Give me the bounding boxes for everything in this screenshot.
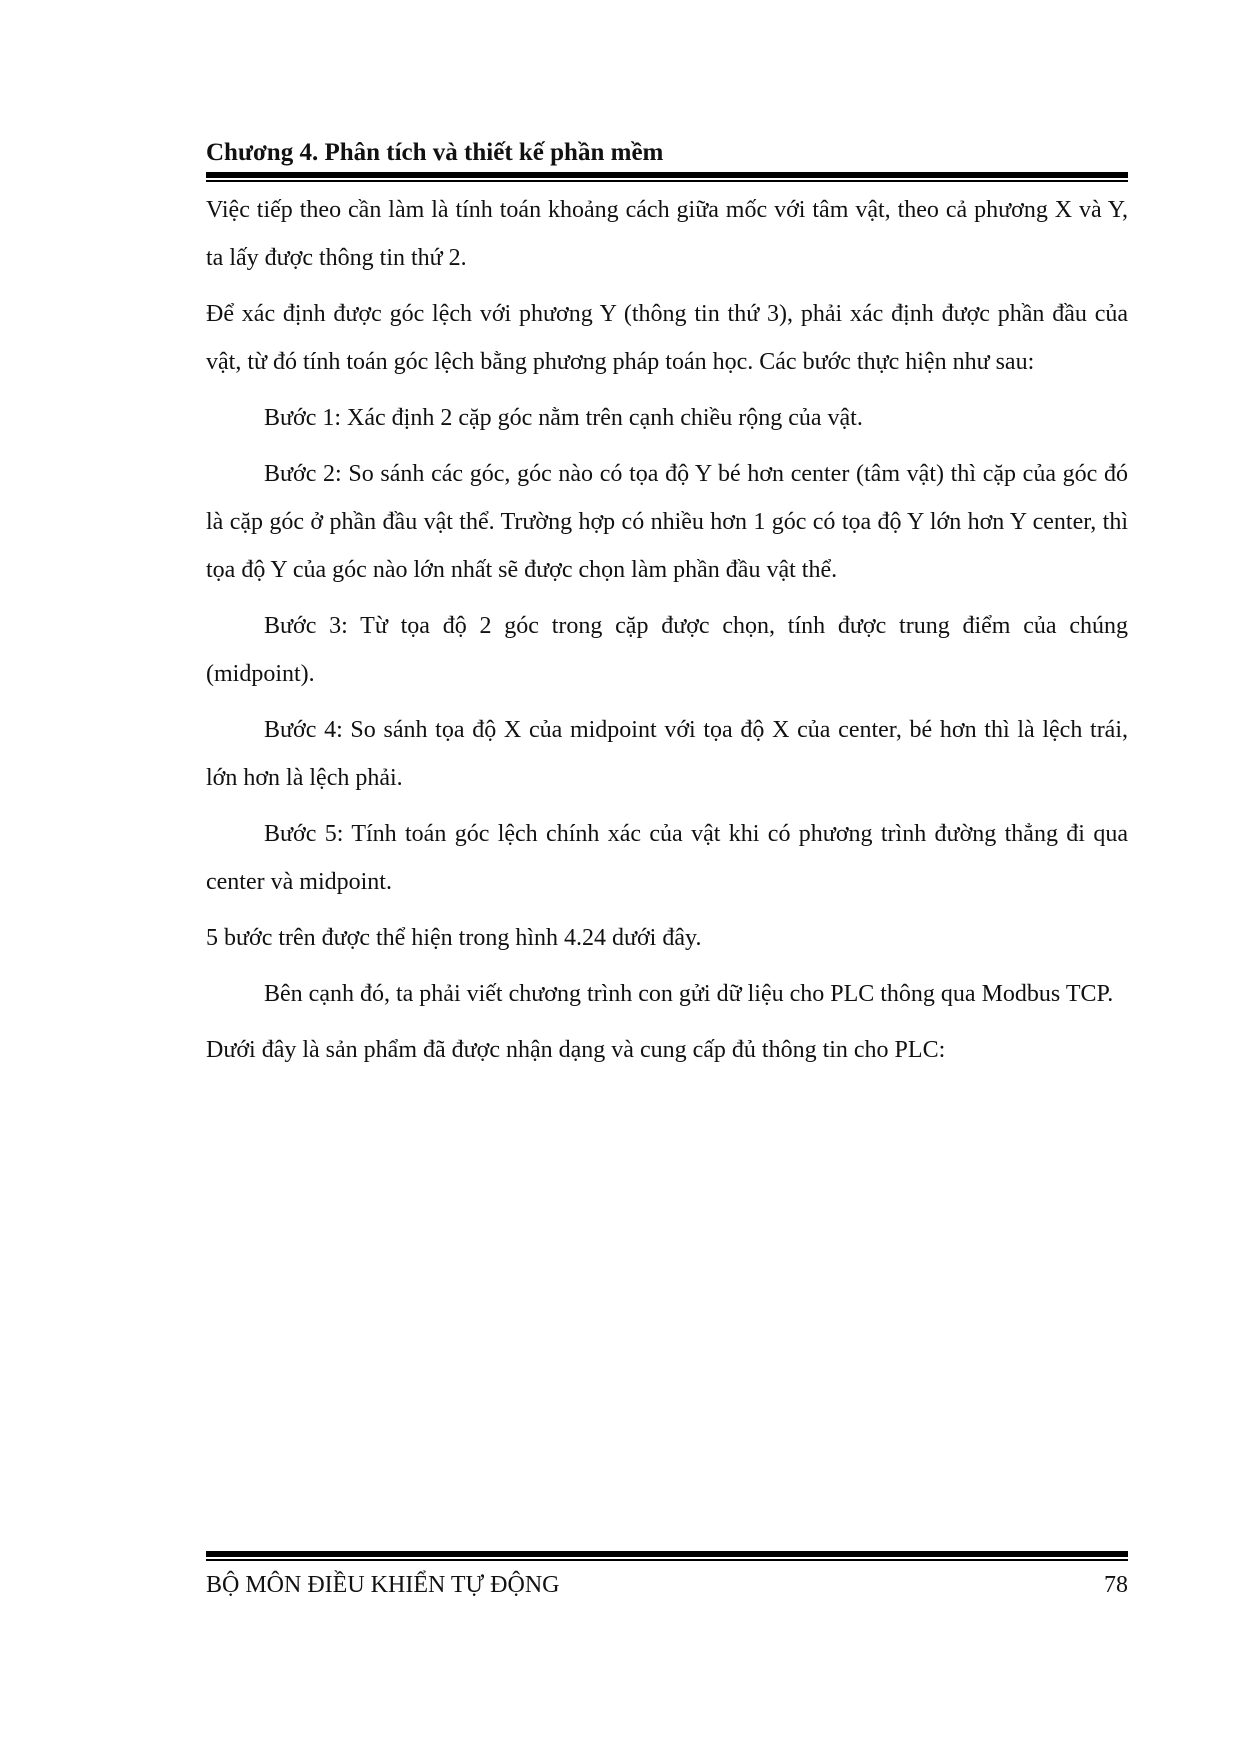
step-2: Bước 2: So sánh các góc, góc nào có tọa độ Y bé hơn center (tâm vật) thì cặp của góc đó là cặp góc ở phần đầu vật thể. Trường hợp có nhiều hơn 1 góc có tọa độ Y lớn hơn Y center, thì tọa độ Y của góc nào lớn nhất sẽ được chọn làm phần đầu vật thể. <box>206 461 1128 583</box>
footer-page-number: 78 <box>1104 1572 1128 1598</box>
paragraph-angle-intro: Để xác định được góc lệch với phương Y (thông tin thứ 3), phải xác định được phần đầu của vật, từ đó tính toán góc lệch bằng phương pháp toán học. Các bước thực hiện như sau: <box>206 301 1128 375</box>
step-5: Bước 5: Tính toán góc lệch chính xác của vật khi có phương trình đường thẳng đi qua center và midpoint. <box>206 821 1128 895</box>
paragraph-figure-ref: 5 bước trên được thể hiện trong hình 4.24 dưới đây. <box>206 925 702 951</box>
paragraph-modbus: Bên cạnh đó, ta phải viết chương trình con gửi dữ liệu cho PLC thông qua Modbus TCP. <box>264 981 1114 1007</box>
paragraph-product: Dưới đây là sản phẩm đã được nhận dạng và cung cấp đủ thông tin cho PLC: <box>206 1037 946 1063</box>
step-1: Bước 1: Xác định 2 cặp góc nằm trên cạnh chiều rộng của vật. <box>264 405 863 431</box>
chapter-title: Chương 4. Phân tích và thiết kế phần mềm <box>206 139 664 166</box>
page-header <box>206 138 1128 182</box>
step-4: Bước 4: So sánh tọa độ X của midpoint với tọa độ X của center, bé hơn thì là lệch trái, lớn hơn là lệch phải. <box>206 717 1128 791</box>
footer-department: BỘ MÔN ĐIỀU KHIỂN TỰ ĐỘNG <box>206 1572 560 1598</box>
paragraph-distance: Việc tiếp theo cần làm là tính toán khoảng cách giữa mốc với tâm vật, theo cả phương X và Y, ta lấy được thông tin thứ 2. <box>206 197 1128 271</box>
step-3: Bước 3: Từ tọa độ 2 góc trong cặp được chọn, tính được trung điểm của chúng (midpoint). <box>206 613 1128 687</box>
header-rule-thin <box>206 180 1128 182</box>
page-footer <box>206 1551 1128 1601</box>
body-content <box>206 186 1128 1082</box>
